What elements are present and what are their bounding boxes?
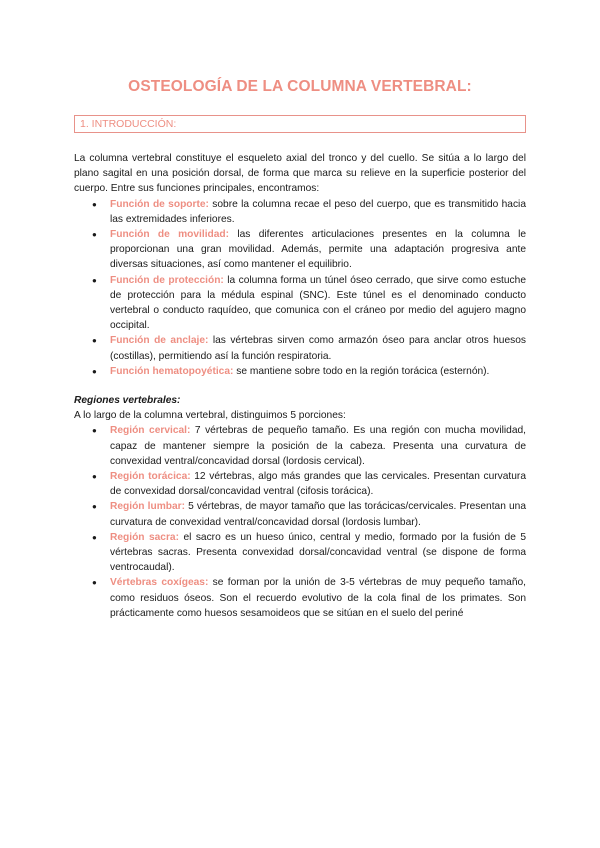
section-heading: 1. INTRODUCCIÓN: xyxy=(80,118,177,130)
region-text: 5 vértebras, de mayor tamaño que las torácicas/cervicales. Presentan una curvatura de convexidad ventral/concavidad dorsal (lordosis lumbar). xyxy=(110,501,526,528)
list-item xyxy=(110,333,526,363)
region-text: 12 vértebras, algo más grandes que las cervicales. Presentan curvatura de convexidad dorsal/concavidad ventral (cifosis torácica). xyxy=(110,471,526,498)
function-text: sobre la columna recae el peso del cuerpo, que es transmitido hacia las extremidades inferiores. xyxy=(110,198,526,225)
region-term: Región cervical: xyxy=(110,425,191,437)
region-term: Región sacra: xyxy=(110,531,179,543)
list-item xyxy=(110,197,526,227)
list-item xyxy=(110,273,526,334)
function-text: la columna forma un túnel óseo cerrado, que sirve como estuche de protección para la médula espinal (SNC). Este túnel es el denominado conducto vertebral o conducto raquídeo, que comunica con el cráneo por medio del agujero magno occipital. xyxy=(110,274,526,332)
region-text: 7 vértebras de pequeño tamaño. Es una región con mucha movilidad, capaz de mantener siempre la posición de la cabeza. Presenta una curvatura de convexidad ventral/concavidad dorsal (lordosis cervical). xyxy=(110,425,526,467)
function-term: Función de protección: xyxy=(110,274,224,286)
function-term: Función de anclaje: xyxy=(110,335,209,347)
region-term: Región torácica: xyxy=(110,471,191,483)
region-text: se forman por la unión de 3-5 vértebras de muy pequeño tamaño, como residuos óseos. Son el recuerdo evolutivo de la cola final de los primates. Son prácticamente como huesos sesamoideos que se sitúan en el suelo del periné xyxy=(110,577,526,619)
intro-paragraph: La columna vertebral constituye el esqueleto axial del tronco y del cuello. Se sitúa a lo largo del plano sagital en una posición dorsal, de forma que marca su relieve en la superficie posterior del cuerpo. Entre sus funciones principales, encontramos: xyxy=(74,153,526,195)
document-body xyxy=(74,151,526,621)
functions-list xyxy=(74,197,526,379)
list-item xyxy=(110,575,526,621)
section-heading-box xyxy=(74,115,526,133)
function-term: Función hematopoyética: xyxy=(110,365,234,377)
list-item xyxy=(110,227,526,273)
document-title: OSTEOLOGÍA DE LA COLUMNA VERTEBRAL: xyxy=(128,78,472,95)
list-item xyxy=(110,364,526,379)
region-term: Región lumbar: xyxy=(110,501,186,513)
regions-intro: A lo largo de la columna vertebral, distinguimos 5 porciones: xyxy=(74,410,346,422)
function-text: las vértebras sirven como armazón óseo para anclar otros huesos (costillas), permitiendo así la función respiratoria. xyxy=(110,335,526,362)
region-term: Vértebras coxígeas: xyxy=(110,577,209,589)
list-item xyxy=(110,469,526,499)
regions-list xyxy=(74,423,526,621)
regions-heading: Regiones vertebrales: xyxy=(74,395,181,407)
function-term: Función de soporte: xyxy=(110,198,209,210)
list-item xyxy=(110,423,526,469)
function-text: se mantiene sobre todo en la región torácica (esternón). xyxy=(233,365,490,377)
function-term: Función de movilidad: xyxy=(110,229,230,241)
list-item xyxy=(110,499,526,529)
region-text: el sacro es un hueso único, central y medio, formado por la fusión de 5 vértebras sacras. Presenta convexidad dorsal/concavidad ventral (se dispone de forma ventrocaudal). xyxy=(110,531,527,574)
function-text: las diferentes articulaciones presentes en la columna le proporcionan una gran movilidad. Además, permite una adaptación progresiva ante diversas situaciones, así como mantener el equilibrio. xyxy=(110,229,526,271)
list-item xyxy=(110,530,526,576)
